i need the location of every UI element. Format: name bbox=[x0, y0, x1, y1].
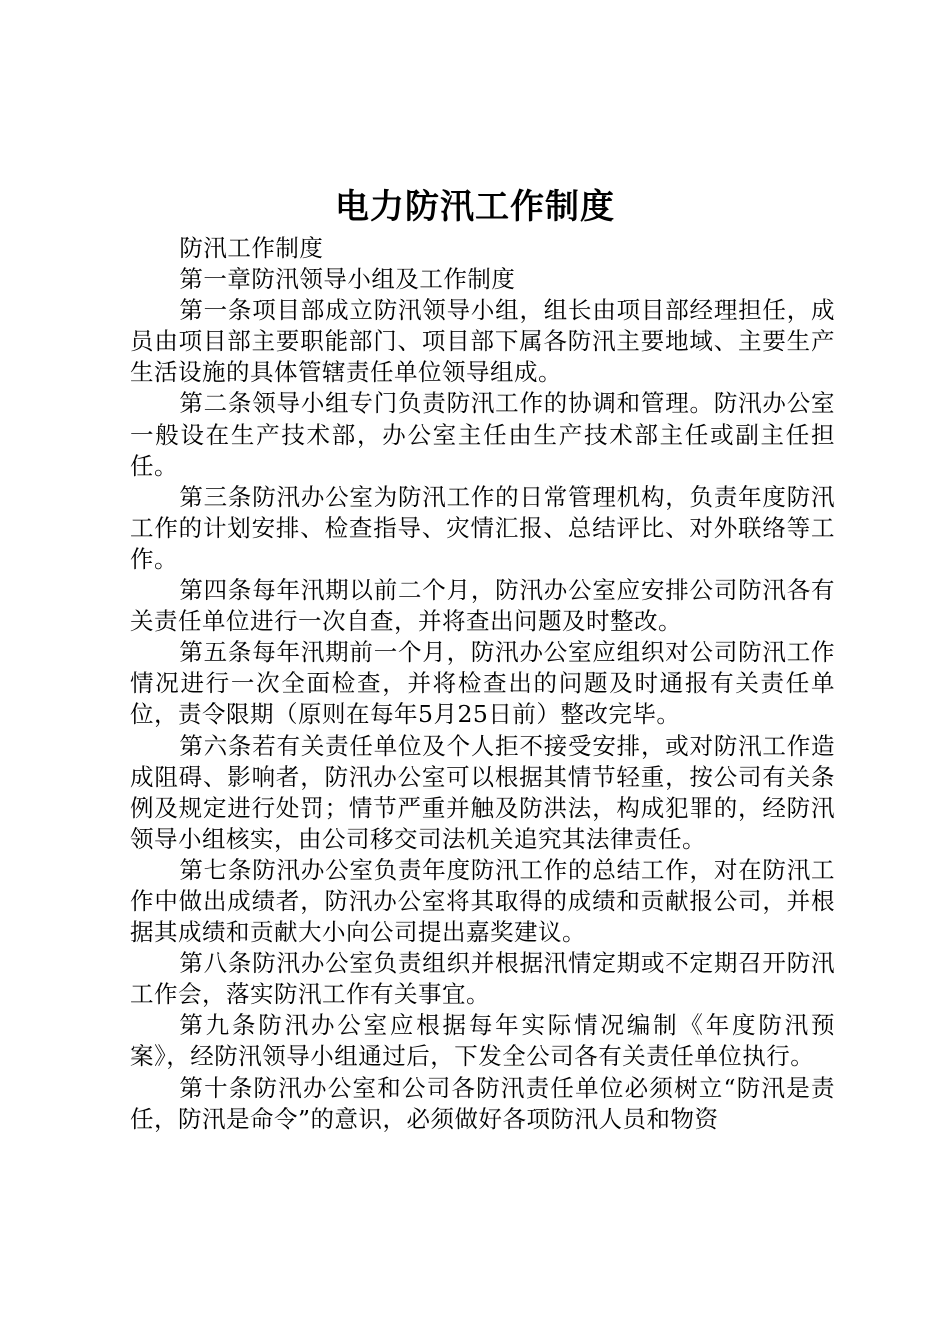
document-body bbox=[130, 233, 835, 1135]
paragraph-article-4: 第四条每年汛期以前二个月，防汛办公室应安排公司防汛各有关责任单位进行一次自查，并将查出问题及时整改。 bbox=[130, 576, 835, 636]
paragraph-subtitle: 防汛工作制度 bbox=[179, 234, 324, 262]
document-title: 电力防汛工作制度 bbox=[335, 187, 615, 227]
paragraph-article-8: 第八条防汛办公室负责组织并根据汛情定期或不定期召开防汛工作会，落实防汛工作有关事宜。 bbox=[130, 949, 835, 1009]
paragraph-article-5: 第五条每年汛期前一个月，防汛办公室应组织对公司防汛工作情况进行一次全面检查，并将检查出的问题及时通报有关责任单位，责令限期（原则在每年5月25日前）整改完毕。 bbox=[130, 638, 835, 729]
paragraph-article-10: 第十条防汛办公室和公司各防汛责任单位必须树立“防汛是责任，防汛是命令”的意识，必须做好各项防汛人员和物资 bbox=[130, 1073, 835, 1133]
paragraph-article-1: 第一条项目部成立防汛领导小组，组长由项目部经理担任，成员由项目部主要职能部门、项目部下属各防汛主要地域、主要生产生活设施的具体管辖责任单位领导组成。 bbox=[130, 296, 835, 387]
paragraph-article-2: 第二条领导小组专门负责防汛工作的协调和管理。防汛办公室一般设在生产技术部，办公室主任由生产技术部主任或副主任担任。 bbox=[130, 389, 835, 480]
paragraph-article-7: 第七条防汛办公室负责年度防汛工作的总结工作，对在防汛工作中做出成绩者，防汛办公室将其取得的成绩和贡献报公司，并根据其成绩和贡献大小向公司提出嘉奖建议。 bbox=[130, 855, 835, 947]
paragraph-chapter-heading: 第一章防汛领导小组及工作制度 bbox=[179, 265, 516, 294]
paragraph-article-9: 第九条防汛办公室应根据每年实际情况编制《年度防汛预案》，经防汛领导小组通过后，下发全公司各有关责任单位执行。 bbox=[130, 1011, 835, 1071]
paragraph-article-6: 第六条若有关责任单位及个人拒不接受安排，或对防汛工作造成阻碍、影响者，防汛办公室可以根据其情节轻重，按公司有关条例及规定进行处罚；情节严重并触及防洪法，构成犯罪的，经防汛领导小组核实，由公司移交司法机关追究其法律责任。 bbox=[130, 731, 835, 853]
paragraph-article-3: 第三条防汛办公室为防汛工作的日常管理机构，负责年度防汛工作的计划安排、检查指导、灾情汇报、总结评比、对外联络等工作。 bbox=[130, 482, 835, 573]
